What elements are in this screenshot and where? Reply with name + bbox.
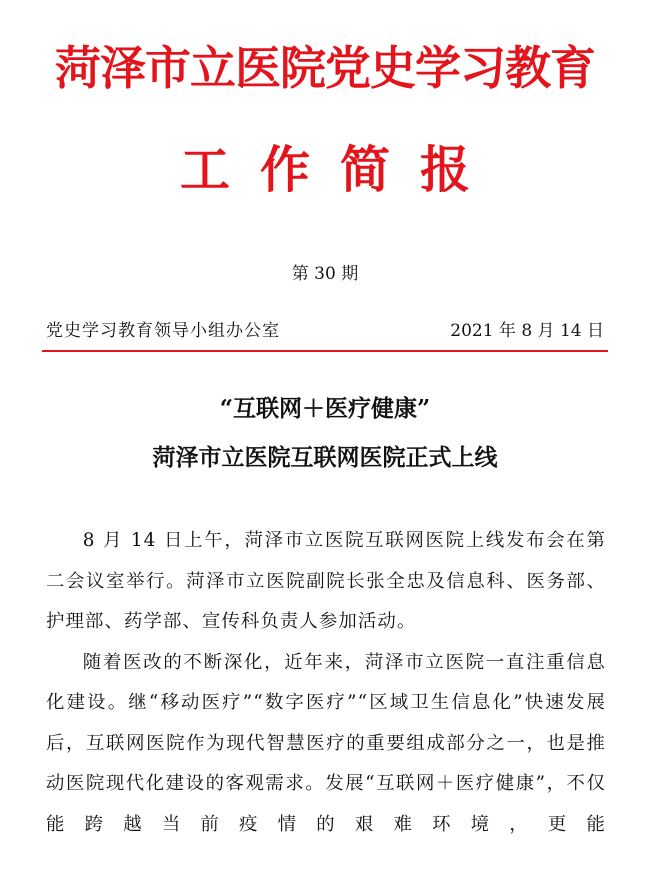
article-body: [46, 521, 606, 845]
masthead-subtitle: 工作简报: [180, 140, 500, 199]
article-headline-line2: 菏泽市立医院互联网医院正式上线: [152, 444, 498, 471]
red-divider: [42, 350, 608, 352]
issue-number: 第 30 期: [291, 264, 359, 284]
issue-date: 2021 年 8 月 14 日: [450, 321, 604, 341]
issuer-row: [46, 318, 604, 344]
article-paragraph-1: 8 月 14 日上午，菏泽市立医院互联网医院上线发布会在第二会议室举行。菏泽市立医院副院长张全忠及信息科、医务部、护理部、药学部、宣传科负责人参加活动。: [46, 530, 606, 632]
article-paragraph-2: 随着医改的不断深化，近年来，菏泽市立医院一直注重信息化建设。继“移动医疗”“数字医疗”“区域卫生信息化”快速发展后，互联网医院作为现代智慧医疗的重要组成部分之一，也是推动医院现代化建设的客观需求。发展“互联网＋医疗健康”，不仅能跨越当前疫情的艰难环境，更能: [46, 651, 606, 835]
masthead-title: 菏泽市立医院党史学习教育: [55, 41, 595, 95]
article-headline-line1: “互联网＋医疗健康”: [219, 395, 431, 422]
issuing-office: 党史学习教育领导小组办公室: [46, 321, 280, 341]
